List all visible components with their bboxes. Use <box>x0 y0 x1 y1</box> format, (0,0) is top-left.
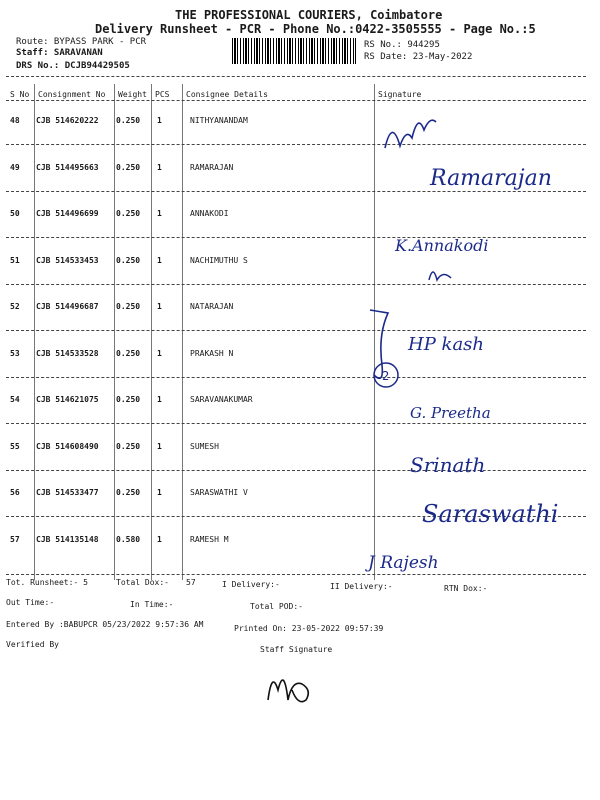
table-row <box>0 442 600 486</box>
col-weight: Weight <box>118 90 147 99</box>
row-consignment: CJB 514135148 <box>36 534 99 544</box>
signature-52 <box>360 305 410 395</box>
row-consignment: CJB 514533528 <box>36 348 99 358</box>
signature-55: Srinath <box>410 453 486 477</box>
row-consignee: NACHIMUTHU S <box>190 255 248 265</box>
row-consignee: SARASWATHI V <box>190 488 248 497</box>
row-weight: 0.250 <box>116 441 141 451</box>
row-divider <box>6 470 586 471</box>
row-weight: 0.250 <box>116 255 141 265</box>
row-weight: 0.250 <box>116 348 141 358</box>
row-pcs: 1 <box>157 255 162 265</box>
printed-on: Printed On: 23-05-2022 09:57:39 <box>234 624 384 633</box>
row-consignment: CJB 514496687 <box>36 302 99 311</box>
row-pcs: 1 <box>157 441 162 451</box>
row-consignment: CJB 514495663 <box>36 162 99 172</box>
row-consignee: ANNAKODI <box>190 209 229 218</box>
row-sno: 52 <box>10 302 20 311</box>
rs-number: RS No.: 944295 <box>364 40 440 50</box>
row-divider <box>6 237 586 238</box>
row-weight: 0.250 <box>116 395 141 404</box>
row-consignee: SUMESH <box>190 441 219 451</box>
row-consignment: CJB 514621075 <box>36 395 99 404</box>
signature-50: K.Annakodi <box>395 236 489 255</box>
signature-54: G. Preetha <box>410 404 491 422</box>
row-divider <box>6 423 586 424</box>
signature-48 <box>380 108 440 158</box>
row-sno: 54 <box>10 395 20 404</box>
row-weight: 0.250 <box>116 302 141 311</box>
row-consignee: RAMARAJAN <box>190 162 234 172</box>
signature-51 <box>425 262 455 286</box>
row-consignee: SARAVANAKUMAR <box>190 395 253 404</box>
row-consignee: RAMESH M <box>190 534 229 544</box>
row-consignee: NITHYANANDAM <box>190 116 248 125</box>
row-divider <box>6 330 586 331</box>
signature-57: J Rajesh <box>368 553 439 573</box>
signature-56: Saraswathi <box>422 500 559 528</box>
row-weight: 0.250 <box>116 162 141 172</box>
row-divider <box>6 377 586 378</box>
table-row <box>0 349 600 393</box>
in-time: In Time:- <box>130 600 174 609</box>
row-pcs: 1 <box>157 395 162 404</box>
svg-text:2: 2 <box>382 369 390 383</box>
row-consignment: CJB 514608490 <box>36 441 99 451</box>
row-weight: 0.580 <box>116 534 141 544</box>
row-divider <box>6 284 586 285</box>
row-weight: 0.250 <box>116 209 141 218</box>
total-pod: Total POD:- <box>250 602 303 611</box>
divider <box>6 100 586 101</box>
drs-number: DRS No.: DCJB94429505 <box>16 61 130 71</box>
runsheet-title: Delivery Runsheet - PCR - Phone No.:0422-3505555 - Page No.:5 <box>95 22 536 36</box>
col-signature: Signature <box>378 90 422 99</box>
row-sno: 49 <box>10 162 20 172</box>
col-consignee: Consignee Details <box>186 90 268 99</box>
signature-49: Ramarajan <box>430 166 552 191</box>
col-pcs: PCS <box>155 90 170 99</box>
row-pcs: 1 <box>157 488 162 497</box>
i-delivery: I Delivery:- <box>222 580 280 589</box>
total-dox-label: Total Dox:- <box>116 578 169 587</box>
row-pcs: 1 <box>157 162 162 172</box>
row-consignment: CJB 514533477 <box>36 488 99 497</box>
divider <box>6 76 586 77</box>
table-row <box>0 395 600 439</box>
row-weight: 0.250 <box>116 488 141 497</box>
barcode <box>232 38 356 64</box>
ii-delivery: II Delivery:- <box>330 582 393 591</box>
row-sno: 56 <box>10 488 20 497</box>
entered-by: Entered By :BABUPCR 05/23/2022 9:57:36 AM <box>6 620 204 629</box>
row-sno: 55 <box>10 441 20 451</box>
table-row <box>0 209 600 253</box>
out-time: Out Time:- <box>6 598 55 607</box>
row-consignment: CJB 514533453 <box>36 255 99 265</box>
route-label: Route: BYPASS PARK - PCR <box>16 37 147 47</box>
row-weight: 0.250 <box>116 116 141 125</box>
col-sno: S No <box>10 90 30 99</box>
col-consignment: Consignment No <box>38 90 106 99</box>
row-pcs: 1 <box>157 348 162 358</box>
verified-by: Verified By <box>6 640 59 649</box>
row-consignment: CJB 514620222 <box>36 116 99 125</box>
row-pcs: 1 <box>157 302 162 311</box>
row-sno: 53 <box>10 348 20 358</box>
total-dox-value: 57 <box>186 578 196 587</box>
table-row <box>0 116 600 160</box>
tot-runsheet: Tot. Runsheet:- 5 <box>6 578 88 587</box>
row-consignee: NATARAJAN <box>190 302 234 311</box>
staff-signature-label: Staff Signature <box>260 645 333 654</box>
table-row <box>0 535 600 579</box>
rs-date: RS Date: 23-May-2022 <box>364 52 473 62</box>
staff-label: Staff: SARAVANAN <box>16 48 103 58</box>
divider <box>6 574 586 575</box>
row-pcs: 1 <box>157 116 162 125</box>
table-row <box>0 256 600 300</box>
table-row <box>0 302 600 346</box>
signature-53: HP kash <box>408 334 484 355</box>
staff-signature-mark <box>262 660 322 710</box>
row-divider <box>6 144 586 145</box>
row-sno: 51 <box>10 255 20 265</box>
row-pcs: 1 <box>157 534 162 544</box>
row-consignee: PRAKASH N <box>190 348 234 358</box>
row-sno: 57 <box>10 534 20 544</box>
company-title: THE PROFESSIONAL COURIERS, Coimbatore <box>175 8 443 22</box>
rtn-dox: RTN Dox:- <box>444 584 488 593</box>
row-sno: 48 <box>10 116 20 125</box>
row-pcs: 1 <box>157 209 162 218</box>
row-consignment: CJB 514496699 <box>36 209 99 218</box>
row-sno: 50 <box>10 209 20 218</box>
